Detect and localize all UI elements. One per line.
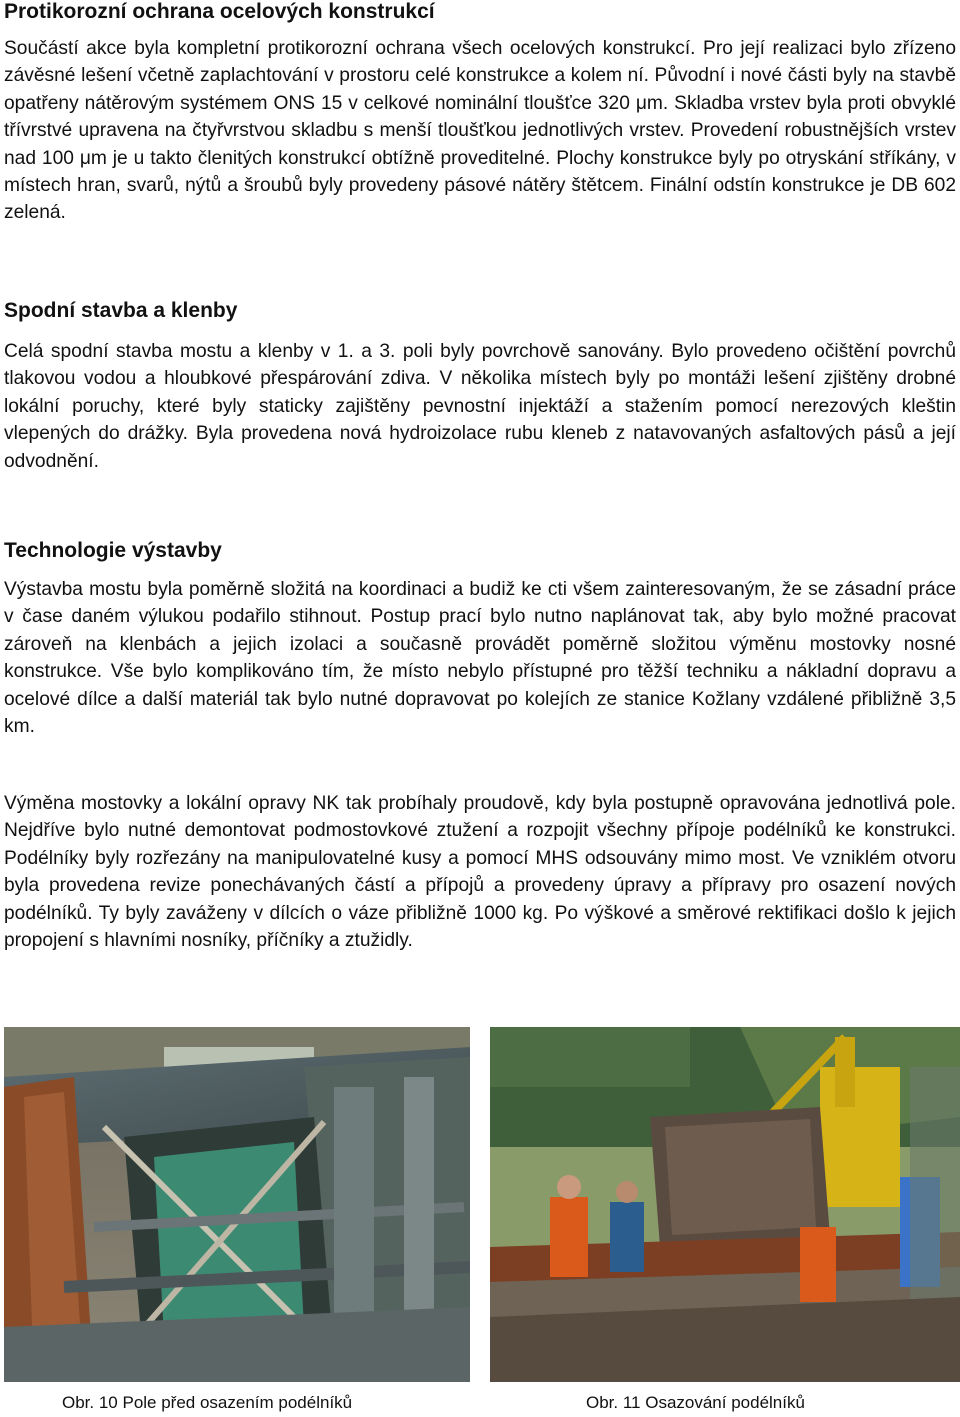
paragraph-corrosion: Součástí akce byla kompletní protikorozní ochrana všech ocelových konstrukcí. Pro její realizaci bylo zřízeno závěsné lešení včetně zaplachtování v prostoru celé konstrukce a kolem ní. Původní i nové části byly na stavbě opatřeny nátěrovým systémem ONS 15 v celkové nominální tloušťce 320 μm. Skladba vrstev byla proti obvyklé třívrstvé upravena na čtyřvrstvou skladbu s menší tloušťkou jednotlivých vrstev. Provedení robustnějších vrstev nad 100 μm je u takto členitých konstrukcí obtížně proveditelné. Plochy konstrukce byly po otryskání stříkány, v místech hran, svarů, nýtů a šroubů byly provedeny pásové nátěry štětcem. Finální odstín konstrukce je DB 602 zelená.: [4, 38, 956, 224]
paragraph-technology-2: Výměna mostovky a lokální opravy NK tak probíhaly proudově, kdy byla postupně opravována jednotlivá pole. Nejdříve bylo nutné demontovat podmostovkové ztužení a rozpojit všechny přípoje podélníků ke konstrukci. Podélníky byly rozřezány na manipulovatelné kusy a pomocí MHS odsouvány mimo most. Ve vzniklém otvoru byla provedena revize ponechávaných částí a přípojů a provedeny úpravy a přípravy pro osazení nových podélníků. Ty byly zaváženy v dílcích o váze přibližně 1000 kg. Po výškové a směrové rektifikaci došlo k jejich propojení s hlavními nosníky, příčníky a ztužidly.: [4, 793, 956, 952]
section-heading-substructure: Spodní stavba a klenby: [4, 299, 238, 322]
crane-installation-photo-icon: [490, 1027, 960, 1382]
figure-caption-11: Obr. 11 Osazování podélníků: [586, 1393, 805, 1412]
section-heading-corrosion: Protikorozní ochrana ocelových konstrukcí: [4, 0, 435, 23]
bridge-deck-photo-icon: [4, 1027, 470, 1382]
paragraph-technology-1: Výstavba mostu byla poměrně složitá na koordinaci a budiž ke cti všem zainteresovaným, že se zásadní práce v čase daném výlukou podařilo stihnout. Postup prací bylo nutno naplánovat tak, aby bylo možné pracovat zároveň na klenbách a jejich izolaci a současně provádět poměrně složitou výměnu mostovky nosné konstrukce. Vše bylo komplikováno tím, že místo nebylo přístupné pro těžší techniku a nákladní dopravu a ocelové dílce a další materiál tak bylo nutné dopravovat po kolejích ze stanice Kožlany vzdálené přibližně 3,5 km.: [4, 579, 956, 738]
paragraph-substructure: Celá spodní stavba mostu a klenby v 1. a 3. poli byly povrchově sanovány. Bylo provedeno očištění povrchů tlakovou vodou a hloubkové přespárování zdiva. V několika místech byly po montáži lešení zjištěny drobné lokální poruchy, které byly staticky zajištěny pevnostní injektáží a stažením pomocí nerezových kleštin vlepených do drážky. Byla provedena nová hydroizolace rubu kleneb z natavovaných asfaltových pásů a její odvodnění.: [4, 341, 956, 472]
photo-field-before-stringers: [4, 1027, 470, 1382]
section-heading-technology: Technologie výstavby: [4, 539, 222, 562]
figure-caption-10: Obr. 10 Pole před osazením podélníků: [62, 1393, 353, 1412]
photo-installing-stringers: [490, 1027, 960, 1382]
